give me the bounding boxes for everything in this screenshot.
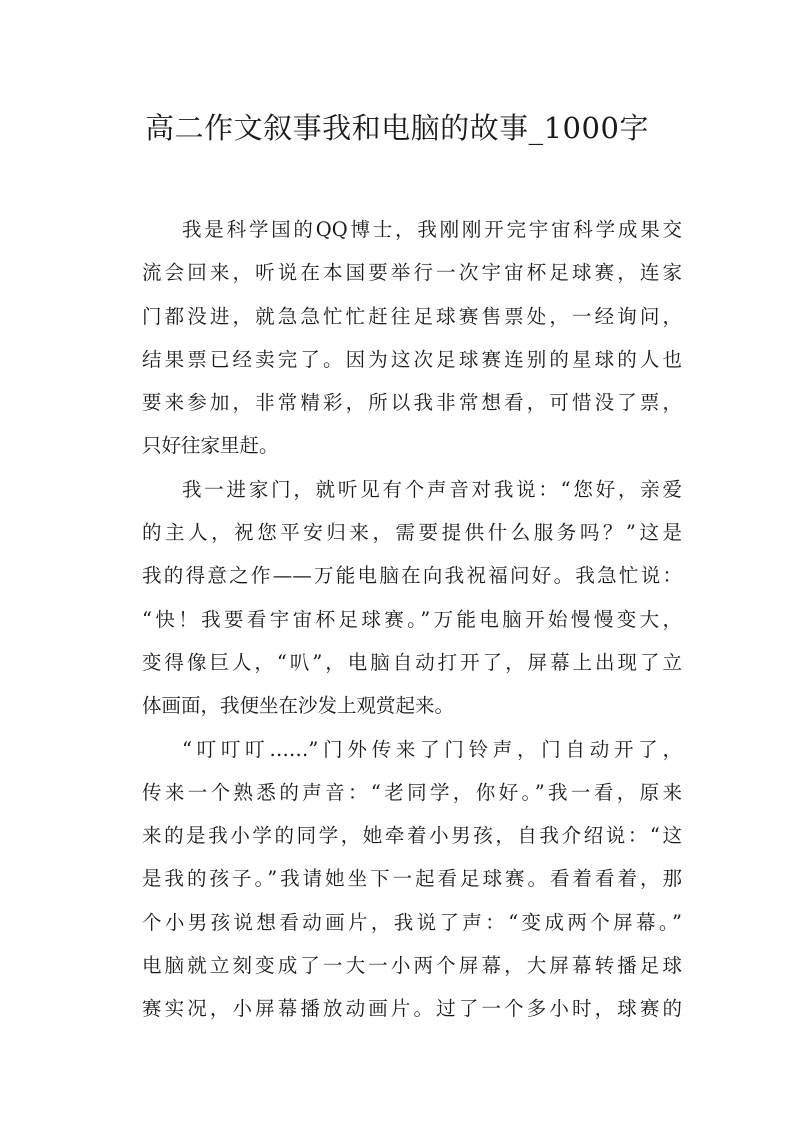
text-line: 我是科学国的QQ博士，我刚刚开完宇宙科学成果交: [182, 218, 682, 241]
paragraph-2: [142, 468, 682, 728]
paragraph-1: [142, 208, 682, 468]
text-line: 来的是我小学的同学，她牵着小男孩，自我介绍说：“这: [142, 824, 682, 848]
text-line: 结果票已经卖完了。因为这次足球赛连别的星球的人也: [142, 347, 682, 371]
text-line: 赛实况，小屏幕播放动画片。过了一个多小时，球赛的: [142, 997, 682, 1021]
text-line: 是我的孩子。”我请她坐下一起看足球赛。看着看着，那: [142, 867, 682, 891]
text-line: 我的得意之作——万能电脑在向我祝福问好。我急忙说：: [142, 564, 682, 588]
text-line: 变得像巨人，“叭”，电脑自动打开了，屏幕上出现了立: [142, 650, 682, 674]
text-line: 电脑就立刻变成了一大一小两个屏幕，大屏幕转播足球: [142, 954, 682, 978]
text-line: “叮叮叮……”门外传来了门铃声，门自动开了，: [182, 737, 682, 761]
paragraph-3: [142, 728, 682, 1031]
text-line: “快！我要看宇宙杯足球赛。”万能电脑开始慢慢变大，: [142, 607, 682, 631]
text-line: 我一进家门，就听见有个声音对我说：“您好，亲爱: [182, 477, 682, 501]
document-title: 高二作文叙事我和电脑的故事_1000字: [145, 111, 649, 145]
text-line: 个小男孩说想看动画片，我说了声：“变成两个屏幕。”: [142, 910, 682, 934]
text-line: 流会回来，听说在本国要举行一次宇宙杯足球赛，连家: [142, 261, 682, 285]
text-line: 传来一个熟悉的声音：“老同学，你好。”我一看，原来: [142, 780, 682, 804]
text-line: 的主人，祝您平安归来，需要提供什么服务吗？”这是: [142, 521, 682, 545]
text-line: 要来参加，非常精彩，所以我非常想看，可惜没了票，: [142, 391, 682, 415]
text-line: 门都没进，就急急忙忙赶往足球赛售票处，一经询问，: [142, 304, 682, 328]
text-line: 只好往家里赶。: [142, 434, 279, 458]
document-body: [142, 208, 682, 1031]
text-line: 体画面，我便坐在沙发上观赏起来。: [142, 694, 455, 718]
